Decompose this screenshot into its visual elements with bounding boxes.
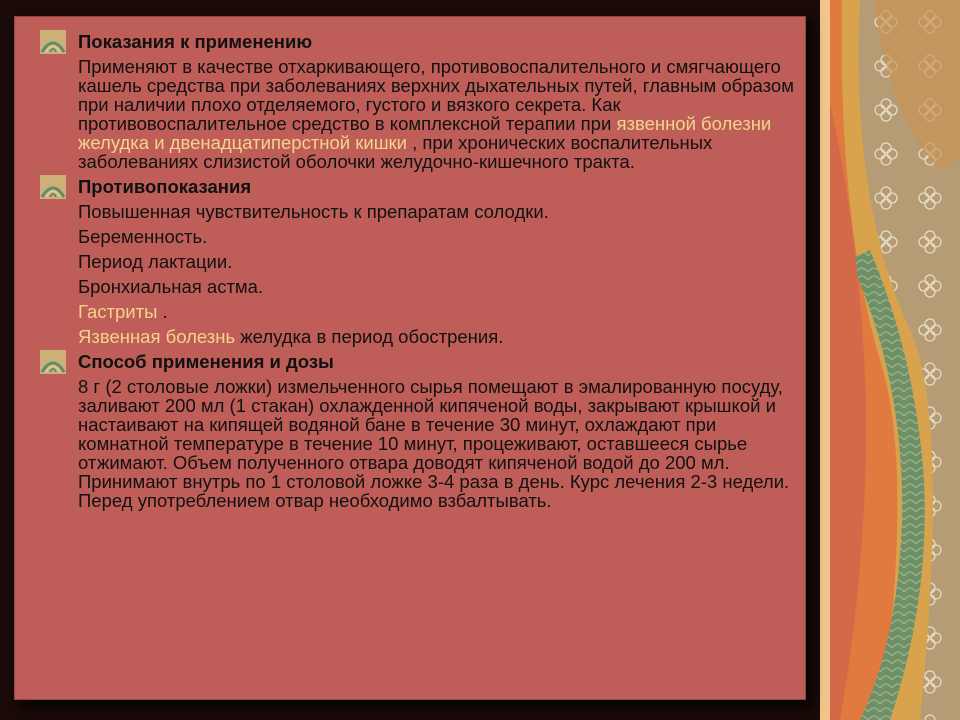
section-heading-contraindications: Противопоказания	[40, 177, 810, 196]
scallop-wave-bullet-icon	[40, 175, 66, 199]
section-heading-indications: Показания к применению	[40, 32, 810, 51]
contraindication-item-gastritis: Гастриты .	[78, 301, 168, 322]
ulcer-disease-link[interactable]: язвенной болезни желудка и двенадцатиперстной кишки	[78, 113, 772, 153]
ulcer-link[interactable]: Язвенная болезнь	[78, 326, 236, 347]
section-heading-dosage: Способ применения и дозы	[40, 352, 810, 371]
decorative-border-art	[820, 0, 960, 720]
contraindication-item: Бронхиальная астма.	[78, 276, 264, 297]
gastritis-link[interactable]: Гастриты	[78, 301, 158, 322]
scallop-wave-bullet-icon	[40, 350, 66, 374]
scallop-wave-bullet-icon	[40, 30, 66, 54]
contraindication-item: Период лактации.	[78, 251, 233, 272]
contraindication-item: Повышенная чувствительность к препаратам солодки.	[78, 201, 549, 222]
dosage-text: 8 г (2 столовые ложки) измельченного сырья помещают в эмалированную посуду, заливают 200 мл (1 стакан) охлажденной кипяченой воды, закрывают крышкой и настаивают на кипящей водяной бане в течение 30 минут, охлаждают при комнатной температуре в течение 10 минут, процеживают, оставшееся сырье отжимают. Объем полученного отвара доводят кипяченой водой до 200 мл. Принимают внутрь по 1 столовой ложке 3-4 раза в день. Курс лечения 2-3 недели. Перед употреблением отвар необходимо взбалтывать.	[78, 376, 790, 511]
indications-text: Применяют в качестве отхаркивающего, противовоспалительного и смягчающего кашель средства при заболеваниях верхних дыхательных путей, главным образом при наличии плохо отделяемого, густого и вязкого секрета. Как противовоспалительное средство в комплексной терапии при язвенной болезни желудка и двенадцатиперстной кишки , при хронических воспалительных заболеваниях слизистой оболочки желудочно-кишечного тракта.	[78, 56, 794, 172]
contraindication-item-ulcer: Язвенная болезнь желудка в период обострения.	[78, 326, 504, 347]
contraindication-item: Беременность.	[78, 226, 208, 247]
slide-content	[40, 32, 810, 516]
